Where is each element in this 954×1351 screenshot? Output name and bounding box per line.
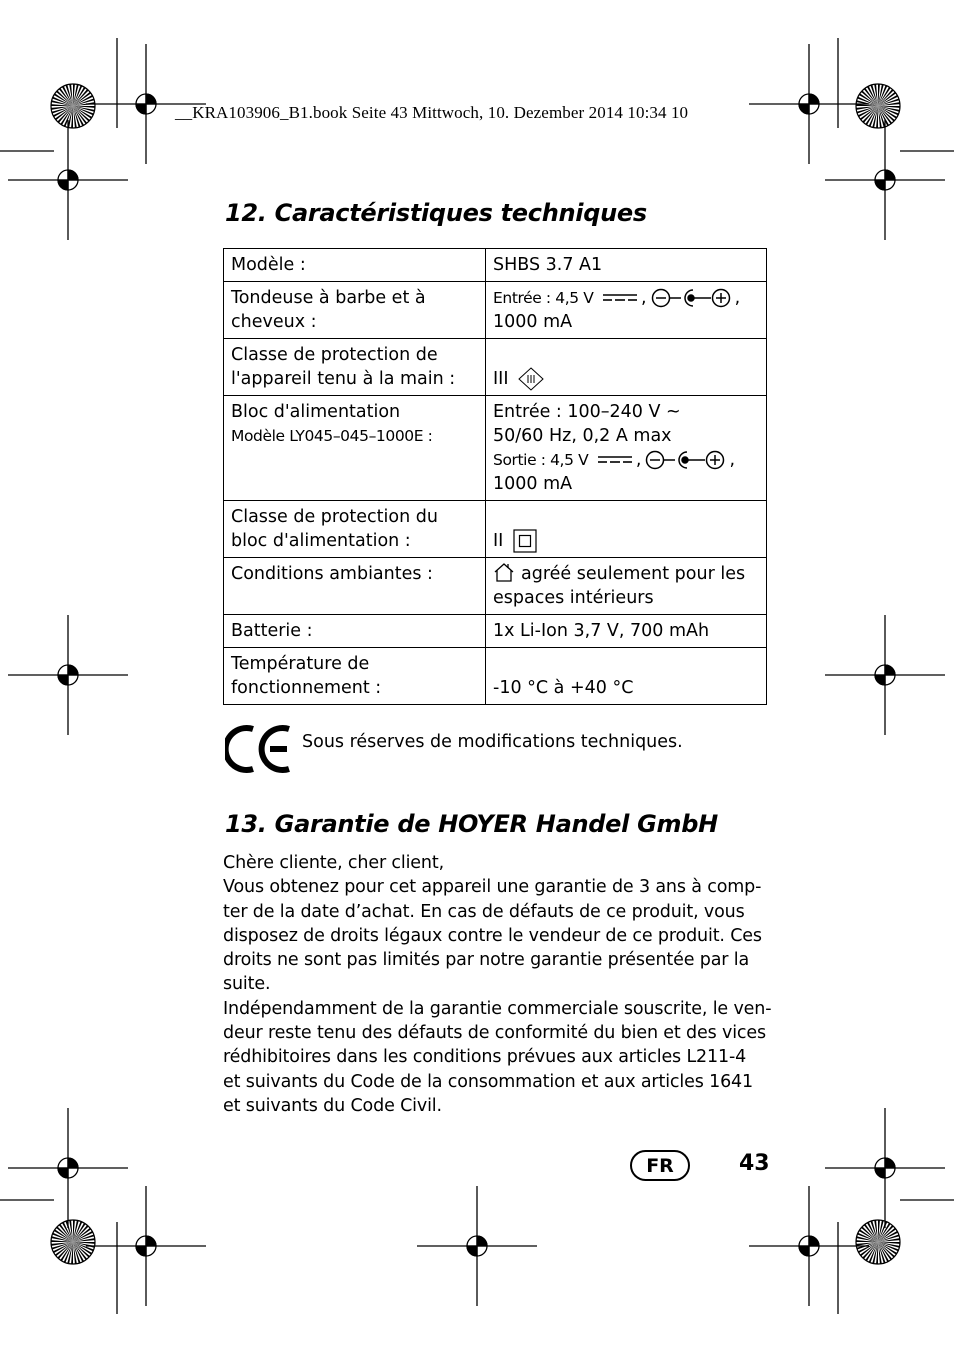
table-row (224, 501, 767, 558)
table-row (224, 558, 767, 615)
language-badge: FR (630, 1150, 690, 1181)
registration-crosshair (749, 44, 869, 164)
spec-value-line: 50/60 Hz, 0,2 A max (493, 426, 672, 446)
spec-value-text: agréé seulement pour les espaces intérieurs (493, 564, 746, 608)
direct-current-icon (603, 293, 637, 303)
polarity-icon (645, 449, 725, 471)
spec-label: Classe de protection du bloc d'alimentation : (224, 501, 486, 558)
spec-value: 1x Li-Ion 3,7 V, 700 mAh (486, 615, 767, 648)
spec-value: -10 °C à +40 °C (486, 648, 767, 705)
warranty-text (223, 851, 771, 1118)
table-row (224, 615, 767, 648)
registration-crosshair (825, 1108, 945, 1228)
text-line: suite. (223, 974, 271, 995)
table-row (224, 249, 767, 282)
registration-starburst (51, 84, 95, 128)
text-line: Vous obtenez pour cet appareil une garantie de 3 ans à comp- (223, 877, 762, 898)
registration-crosshair (86, 1186, 206, 1306)
spec-value: SHBS 3.7 A1 (486, 249, 767, 282)
table-row (224, 648, 767, 705)
text-line: Indépendamment de la garantie commerciale souscrite, le ven- (223, 998, 772, 1019)
registration-crosshair (825, 615, 945, 735)
specs-table (223, 248, 767, 705)
registration-starburst (51, 1220, 95, 1264)
spec-label (224, 396, 486, 501)
spec-label: Batterie : (224, 615, 486, 648)
registration-crosshair (8, 1108, 128, 1228)
spec-value-suffix: 1000 mA (493, 474, 573, 494)
polarity-icon (651, 287, 731, 309)
spec-value-prefix: Entrée : 4,5 V (493, 289, 594, 307)
spec-label: Température de fonctionnement : (224, 648, 486, 705)
spec-value (486, 339, 767, 396)
book-header-line: __KRA103906_B1.book Seite 43 Mittwoch, 10. Dezember 2014 10:34 10 (175, 103, 689, 122)
section-13-title: 13. Garantie de HOYER Handel GmbH (225, 810, 718, 838)
spec-label: Modèle : (224, 249, 486, 282)
spec-value-text: III (493, 369, 509, 389)
spec-value: Entrée : 4,5 V , , 1000 mA (486, 282, 767, 339)
text-line: et suivants du Code Civil. (223, 1095, 442, 1116)
indoor-use-house-icon (493, 562, 517, 582)
spec-label: Tondeuse à barbe et à cheveux : (224, 282, 486, 339)
spec-value: Entrée : 100–240 V ~ 50/60 Hz, 0,2 A max Sortie : 4,5 V , , 1000 mA (486, 396, 767, 501)
registration-crosshair (749, 1186, 869, 1306)
spec-value-prefix: Sortie : 4,5 V (493, 451, 589, 469)
ce-notice (225, 724, 683, 774)
protection-class-ii-icon (513, 529, 537, 553)
registration-crosshair (417, 1186, 537, 1306)
table-row (224, 282, 767, 339)
protection-class-iii-icon (518, 367, 544, 391)
text-line: deur reste tenu des défauts de conformité du bien et des vices (223, 1023, 766, 1044)
section-12-title: 12. Caractéristiques techniques (225, 199, 647, 227)
table-row (224, 339, 767, 396)
spec-value (486, 558, 767, 615)
text-line: et suivants du Code de la consommation et aux articles 1641 (223, 1071, 754, 1092)
text-line: droits ne sont pas limités par notre garantie présentée par la (223, 950, 750, 971)
registration-starburst (856, 84, 900, 128)
registration-crosshair (825, 120, 945, 240)
registration-crosshair (8, 615, 128, 735)
registration-crosshair (8, 120, 128, 240)
spec-value (486, 501, 767, 558)
registration-starburst (856, 1220, 900, 1264)
spec-value-text: II (493, 531, 504, 551)
text-line: ter de la date d’achat. En cas de défauts de ce produit, vous (223, 901, 745, 922)
spec-label-line: Bloc d'alimentation (231, 402, 401, 422)
ce-notice-text: Sous réserves de modifications techniques. (302, 732, 683, 752)
spec-label: Classe de protection de l'appareil tenu à la main : (224, 339, 486, 396)
text-line: Chère cliente, cher client, (223, 853, 444, 873)
spec-value-line: Entrée : 100–240 V ~ (493, 402, 681, 422)
text-line: rédhibitoires dans les conditions prévues aux articles L211-4 (223, 1047, 747, 1068)
text-line: disposez de droits légaux contre le vendeur de ce produit. Ces (223, 925, 762, 946)
page-number: 43 (739, 1151, 770, 1176)
table-row (224, 396, 767, 501)
spec-value-suffix: 1000 mA (493, 312, 573, 332)
spec-label: Conditions ambiantes : (224, 558, 486, 615)
direct-current-icon (598, 455, 632, 465)
spec-label-line: Modèle LY045–045–1000E : (231, 427, 433, 445)
ce-mark-icon (225, 724, 293, 774)
